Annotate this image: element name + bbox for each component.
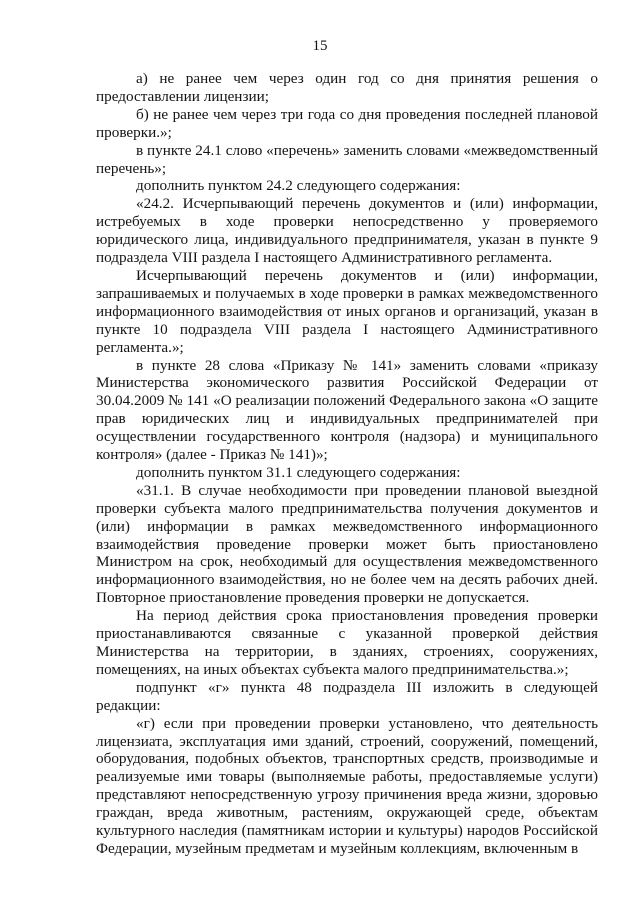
- document-body: [96, 70, 598, 858]
- paragraph-add-31-1: дополнить пунктом 31.1 следующего содержания:: [136, 463, 461, 481]
- paragraph-24-2-continued: Исчерпывающий перечень документов и (или) информации, запрашиваемых и получаемых в ходе проверки в рамках межведомственного информационного взаимодействия от иных органов и организаций, указан в пункте 10 подраздела VIII раздела I настоящего Административного регламента.»;: [96, 266, 598, 356]
- paragraph-subitem-g-48: подпункт «г» пункта 48 подраздела III изложить в следующей редакции:: [96, 678, 598, 714]
- paragraph-item-24-1: в пункте 24.1 слово «перечень» заменить словами «межведомственный перечень»;: [96, 141, 598, 177]
- paragraph-24-2: «24.2. Исчерпывающий перечень документов и (или) информации, истребуемых в ходе проверки непосредственно у проверяемого юридического лица, индивидуального предпринимателя, указан в пункте 9 подраздела VIII раздела I настоящего Административного регламента.: [96, 195, 598, 267]
- paragraph-b: б) не ранее чем через три года со дня проведения последней плановой проверки.»;: [96, 105, 598, 141]
- paragraph-add-24-2: дополнить пунктом 24.2 следующего содержания:: [136, 177, 461, 195]
- paragraph-a: а) не ранее чем через один год со дня принятия решения о предоставлении лицензии;: [96, 70, 598, 105]
- page-number: 15: [312, 38, 328, 54]
- paragraph-subitem-g-text: «г) если при проведении проверки установлено, что деятельность лицензиата, эксплуатация ими зданий, строений, сооружений, помещений, оборудования, подобных объектов, транспортных средств, производимые и реализуемые ими товары (выполняемые работы, предоставляемые услуги) представляют непосредственную угрозу причинения вреда жизни, здоровью граждан, вреда животным, растениям, окружающей среде, объектам культурного наследия (памятникам истории и культуры) народов Российской Федерации, музейным предметам и музейным коллекциям, включенным в: [96, 714, 598, 857]
- paragraph-31-1: «31.1. В случае необходимости при проведении плановой выездной проверки субъекта малого предпринимательства получения документов и (или) информации в рамках межведомственного информационного взаимодействия проведение проверки может быть приостановлено Министром на срок, необходимый для осуществления межведомственного информационного взаимодействия, но не более чем на десять рабочих дней. Повторное приостановление проведения проверки не допускается.: [96, 481, 598, 607]
- paragraph-31-1-continued: На период действия срока приостановления проведения проверки приостанавливаются связанные с указанной проверкой действия Министерства на территории, в зданиях, строениях, сооружениях, помещениях, на иных объектах субъекта малого предпринимательства.»;: [96, 607, 598, 678]
- paragraph-item-28: в пункте 28 слова «Приказу № 141» заменить словами «приказу Министерства экономического развития Российской Федерации от 30.04.2009 № 141 «О реализации положений Федерального закона «О защите прав юридических лиц и индивидуальных предпринимателей при осуществлении государственного контроля (надзора) и муниципального контроля» (далее - Приказ № 141)»;: [96, 356, 598, 464]
